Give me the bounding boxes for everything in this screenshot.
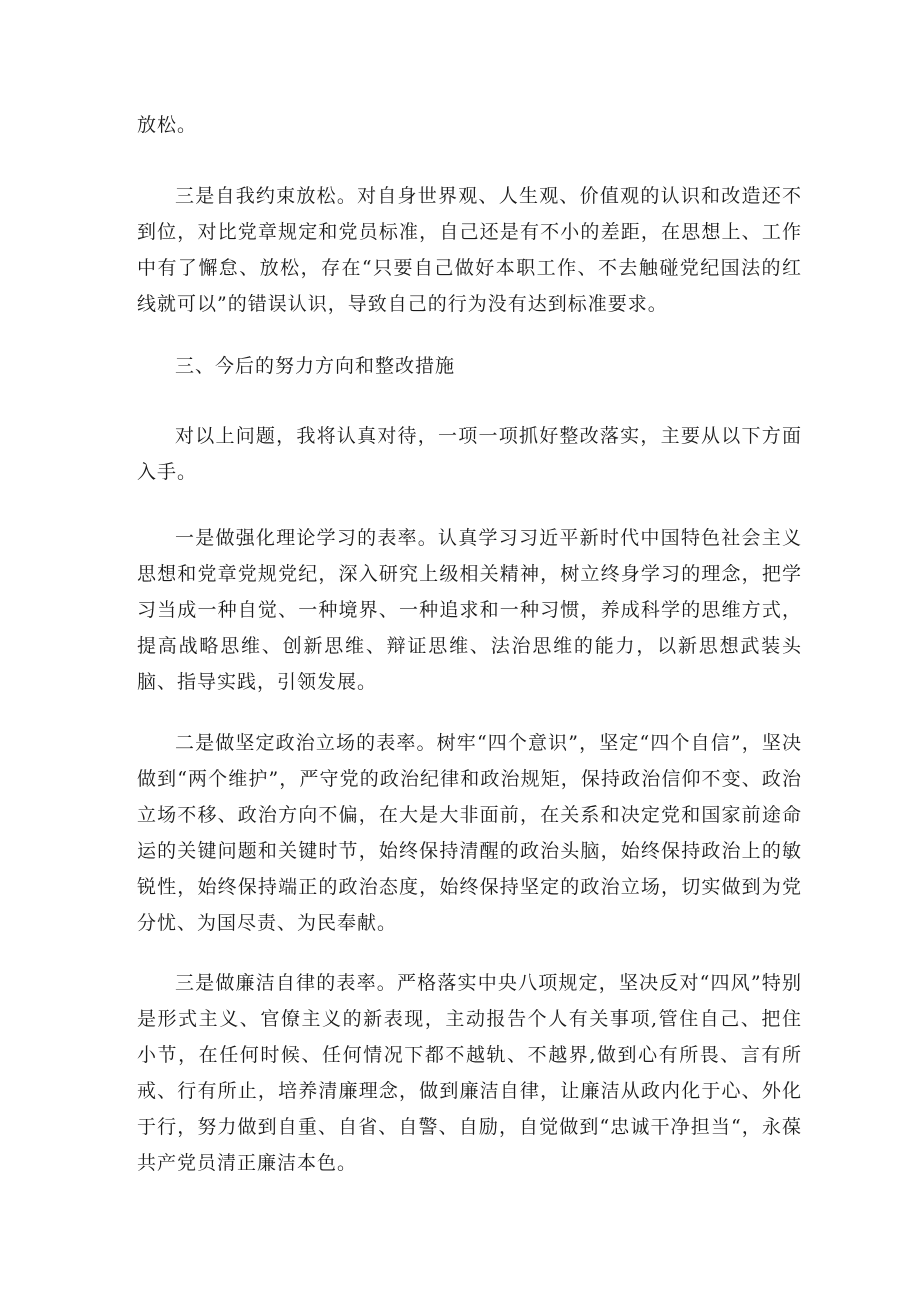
paragraph-intro: 对以上问题，我将认真对待，一项一项抓好整改落实，主要从以下方面入手。 bbox=[137, 425, 802, 483]
section-heading: 三、今后的努力方向和整改措施 bbox=[175, 355, 456, 377]
paragraph-political-stance: 二是做坚定政治立场的表率。树牢“四个意识”，坚定“四个自信”，坚决做到“两个维护”，严守党的政治纪律和政治规矩，保持政治信仰不变、政治立场不移、政治方向不偏，在大是大非面前，在关系和决定党和国家前途命运的关键问题和关键时节，始终保持清醒的政治头脑，始终保持政治上的敏锐性，始终保持端正的政治态度，始终保持坚定的政治立场，切实做到为党分忧、为国尽责、为民奉献。 bbox=[137, 732, 802, 934]
paragraph-integrity: 三是做廉洁自律的表率。严格落实中央八项规定，坚决反对“四风”特别是形式主义、官僚主义的新表现，主动报告个人有关事项,管住自己、把住小节，在任何时候、任何情况下都不越轨、不越界,做到心有所畏、言有所戒、行有所止，培养清廉理念，做到廉洁自律，让廉洁从政内化于心、外化于行，努力做到自重、自省、自警、自励，自觉做到“忠诚干净担当“，永葆共产党员清正廉洁本色。 bbox=[137, 972, 802, 1174]
paragraph-self-discipline: 三是自我约束放松。对自身世界观、人生观、价值观的认识和改造还不到位，对比党章规定和党员标准，自己还是有不小的差距，在思想上、工作中有了懈怠、放松，存在“只要自己做好本职工作、不去触碰党纪国法的红线就可以”的错误认识，导致自己的行为没有达到标准要求。 bbox=[137, 185, 802, 315]
paragraph-continuation: 放松。 bbox=[137, 114, 198, 136]
paragraph-theory-study: 一是做强化理论学习的表率。认真学习习近平新时代中国特色社会主义思想和党章党规党纪，深入研究上级相关精神，树立终身学习的理念，把学习当成一种自觉、一种境界、一种追求和一种习惯，养成科学的思维方式，提高战略思维、创新思维、辩证思维、法治思维的能力，以新思想武装头脑、指导实践，引领发展。 bbox=[137, 527, 802, 693]
